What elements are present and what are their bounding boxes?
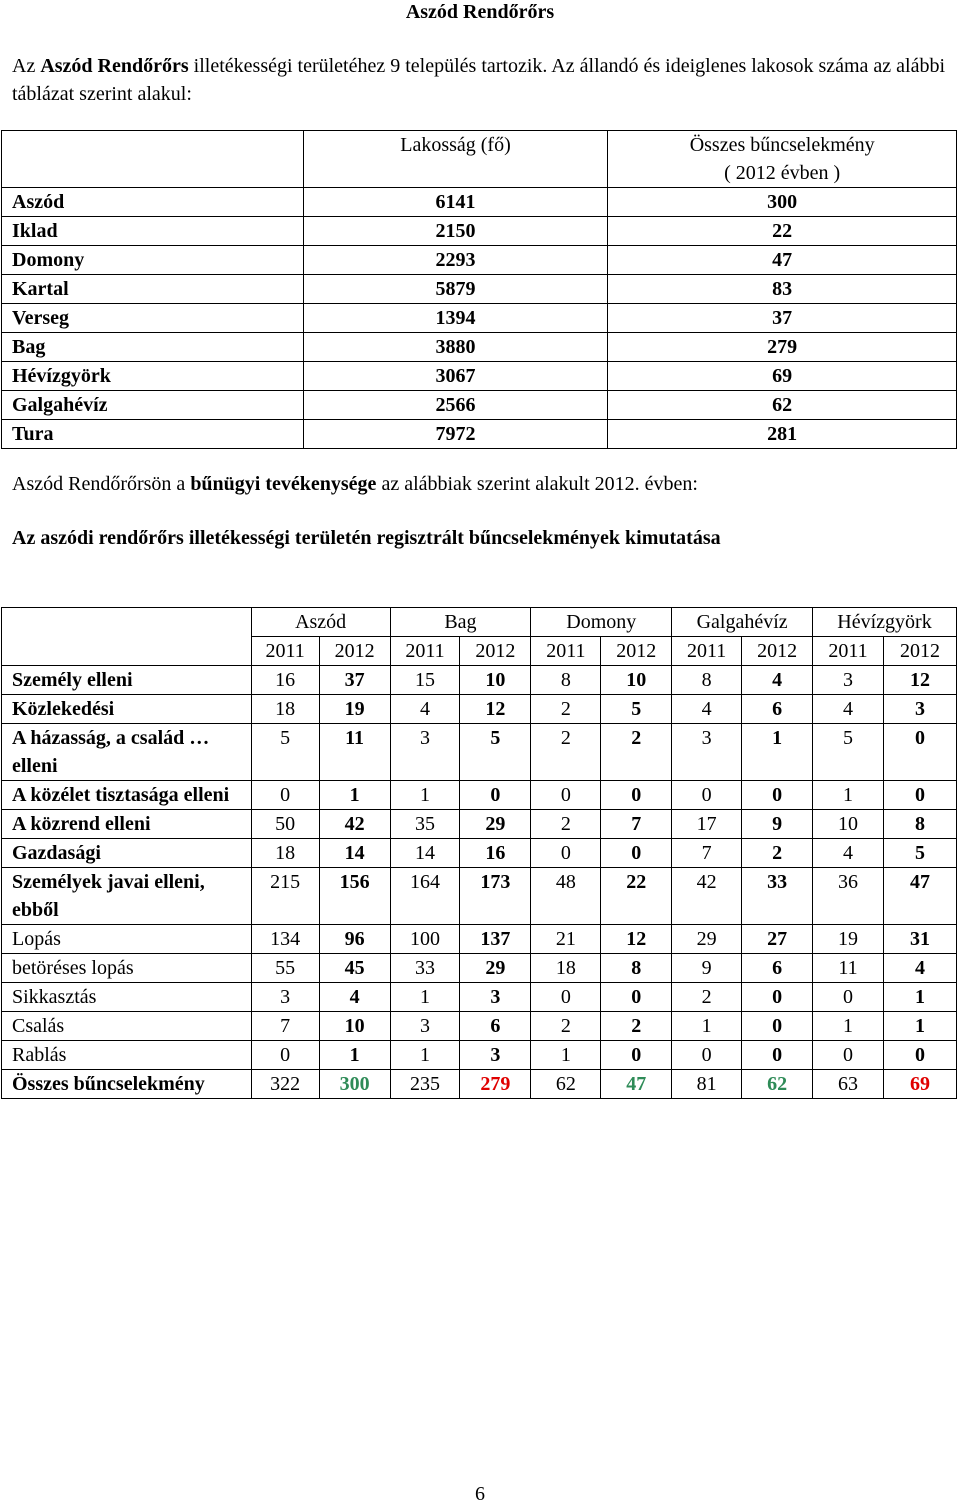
settlement-name: Iklad [2, 217, 304, 246]
town-header-row [2, 608, 957, 637]
value-2011: 18 [531, 954, 601, 983]
crimes-value: 279 [608, 333, 957, 362]
value-2011: 1 [390, 983, 460, 1012]
value-2011: 33 [390, 954, 460, 983]
value-2011: 0 [813, 983, 884, 1012]
settlement-name: Aszód [2, 188, 304, 217]
population-row [2, 246, 957, 275]
value-2011: 0 [672, 1041, 742, 1070]
population-value: 7972 [303, 420, 608, 449]
value-2012: 2 [601, 1012, 672, 1041]
population-row [2, 275, 957, 304]
table-row [2, 695, 957, 724]
value-2011: 17 [672, 810, 742, 839]
value-2012: 0 [601, 839, 672, 868]
value-2012: 3 [460, 983, 531, 1012]
category-label: Rablás [2, 1041, 252, 1070]
value-2011: 2 [672, 983, 742, 1012]
population-row [2, 362, 957, 391]
year-header: 2011 [251, 637, 319, 666]
settlement-name: Verseg [2, 304, 304, 333]
value-2012: 12 [601, 925, 672, 954]
value-2012: 10 [601, 666, 672, 695]
value-2011: 4 [813, 695, 884, 724]
value-2012: 1 [883, 1012, 956, 1041]
value-2011: 35 [390, 810, 460, 839]
crimes-value: 83 [608, 275, 957, 304]
value-2011: 19 [813, 925, 884, 954]
population-row [2, 217, 957, 246]
population-header: Lakosság (fő) [303, 131, 608, 188]
value-2012: 1 [742, 724, 813, 781]
value-2012: 37 [319, 666, 390, 695]
value-2011: 29 [672, 925, 742, 954]
table-row [2, 983, 957, 1012]
value-2012: 5 [883, 839, 956, 868]
value-2011: 42 [672, 868, 742, 925]
settlement-name: Bag [2, 333, 304, 362]
value-2011: 36 [813, 868, 884, 925]
value-2011: 1 [813, 1012, 884, 1041]
settlement-name: Tura [2, 420, 304, 449]
value-2011: 0 [531, 839, 601, 868]
crimes-value: 47 [608, 246, 957, 275]
year-header: 2011 [531, 637, 601, 666]
value-2012: 9 [742, 810, 813, 839]
population-value: 1394 [303, 304, 608, 333]
crime-statistics-table [1, 607, 957, 1099]
population-table [1, 130, 957, 449]
value-2012: 27 [742, 925, 813, 954]
value-2011: 1 [672, 1012, 742, 1041]
value-2011: 2 [531, 1012, 601, 1041]
table-row [2, 925, 957, 954]
value-2011: 0 [251, 781, 319, 810]
year-header: 2012 [883, 637, 956, 666]
value-2011: 1 [390, 1041, 460, 1070]
value-2011: 11 [813, 954, 884, 983]
year-header: 2012 [742, 637, 813, 666]
value-2012: 4 [742, 666, 813, 695]
category-label: Személyek javai elleni, ebből [2, 868, 252, 925]
population-header-row [2, 131, 957, 188]
table-row [2, 868, 957, 925]
value-2012: 0 [742, 983, 813, 1012]
value-2012: 22 [601, 868, 672, 925]
value-2011: 164 [390, 868, 460, 925]
population-row [2, 333, 957, 362]
value-2012: 69 [883, 1070, 956, 1099]
value-2011: 1 [531, 1041, 601, 1070]
value-2012: 1 [319, 781, 390, 810]
category-label: Csalás [2, 1012, 252, 1041]
value-2012: 0 [742, 1012, 813, 1041]
value-2012: 16 [460, 839, 531, 868]
value-2011: 0 [251, 1041, 319, 1070]
activity-paragraph: Aszód Rendőrőrsön a bűnügyi tevékenysége az alábbiak szerint alakult 2012. évben: [12, 473, 698, 495]
value-2012: 12 [883, 666, 956, 695]
value-2011: 100 [390, 925, 460, 954]
year-header: 2012 [460, 637, 531, 666]
value-2012: 279 [460, 1070, 531, 1099]
intro-paragraph: Az Aszód Rendőrőrs illetékességi területéhez 9 település tartozik. Az állandó és ideiglenes lakosok száma az alábbi táblázat szerint alakul: [12, 55, 946, 105]
town-header: Aszód [251, 608, 390, 637]
year-header: 2011 [813, 637, 884, 666]
population-row [2, 391, 957, 420]
crimes-value: 37 [608, 304, 957, 333]
value-2012: 10 [460, 666, 531, 695]
value-2012: 10 [319, 1012, 390, 1041]
value-2012: 7 [601, 810, 672, 839]
table-row [2, 666, 957, 695]
population-value: 3067 [303, 362, 608, 391]
settlement-name: Hévízgyörk [2, 362, 304, 391]
value-2012: 47 [883, 868, 956, 925]
value-2011: 48 [531, 868, 601, 925]
value-2012: 173 [460, 868, 531, 925]
value-2012: 3 [460, 1041, 531, 1070]
population-row [2, 188, 957, 217]
table-row [2, 954, 957, 983]
value-2011: 18 [251, 839, 319, 868]
category-label: Összes bűncselekmény [2, 1070, 252, 1099]
value-2011: 21 [531, 925, 601, 954]
population-value: 2150 [303, 217, 608, 246]
value-2011: 14 [390, 839, 460, 868]
page-title: Aszód Rendőrőrs [405, 1, 555, 23]
population-value: 5879 [303, 275, 608, 304]
value-2011: 81 [672, 1070, 742, 1099]
value-2011: 7 [672, 839, 742, 868]
category-label: Sikkasztás [2, 983, 252, 1012]
settlement-name: Kartal [2, 275, 304, 304]
value-2012: 8 [601, 954, 672, 983]
value-2011: 134 [251, 925, 319, 954]
category-label: Gazdasági [2, 839, 252, 868]
table2-heading: Az aszódi rendőrőrs illetékességi területén regisztrált bűncselekmények kimutatása [12, 527, 721, 549]
value-2011: 50 [251, 810, 319, 839]
category-label: Személy elleni [2, 666, 252, 695]
category-label: A közélet tisztasága elleni [2, 781, 252, 810]
value-2012: 0 [742, 1041, 813, 1070]
value-2012: 5 [601, 695, 672, 724]
value-2011: 0 [531, 983, 601, 1012]
value-2012: 2 [742, 839, 813, 868]
value-2011: 4 [390, 695, 460, 724]
year-header: 2011 [672, 637, 742, 666]
value-2011: 3 [251, 983, 319, 1012]
value-2012: 156 [319, 868, 390, 925]
value-2012: 14 [319, 839, 390, 868]
value-2012: 6 [742, 695, 813, 724]
crimes-value: 22 [608, 217, 957, 246]
table-row [2, 839, 957, 868]
category-label: A házasság, a család … elleni [2, 724, 252, 781]
value-2011: 3 [813, 666, 884, 695]
town-header: Hévízgyörk [813, 608, 957, 637]
value-2012: 0 [742, 781, 813, 810]
table-row [2, 781, 957, 810]
value-2012: 0 [883, 781, 956, 810]
value-2011: 5 [813, 724, 884, 781]
value-2012: 45 [319, 954, 390, 983]
value-2012: 47 [601, 1070, 672, 1099]
category-label: Lopás [2, 925, 252, 954]
table-row [2, 1070, 957, 1099]
value-2012: 0 [883, 1041, 956, 1070]
value-2012: 1 [319, 1041, 390, 1070]
value-2012: 29 [460, 954, 531, 983]
value-2012: 0 [601, 1041, 672, 1070]
value-2011: 55 [251, 954, 319, 983]
category-label: A közrend elleni [2, 810, 252, 839]
settlement-name: Galgahévíz [2, 391, 304, 420]
value-2011: 322 [251, 1070, 319, 1099]
crimes-value: 300 [608, 188, 957, 217]
value-2012: 0 [601, 781, 672, 810]
value-2012: 31 [883, 925, 956, 954]
value-2011: 63 [813, 1070, 884, 1099]
value-2011: 8 [531, 666, 601, 695]
value-2012: 4 [319, 983, 390, 1012]
value-2011: 215 [251, 868, 319, 925]
value-2012: 5 [460, 724, 531, 781]
value-2012: 4 [883, 954, 956, 983]
year-header: 2012 [319, 637, 390, 666]
year-header: 2011 [390, 637, 460, 666]
value-2012: 3 [883, 695, 956, 724]
value-2011: 9 [672, 954, 742, 983]
town-header: Domony [531, 608, 672, 637]
town-header: Galgahévíz [672, 608, 813, 637]
value-2012: 6 [460, 1012, 531, 1041]
value-2012: 96 [319, 925, 390, 954]
value-2012: 0 [460, 781, 531, 810]
table-row [2, 724, 957, 781]
table-row [2, 810, 957, 839]
value-2012: 2 [601, 724, 672, 781]
value-2011: 0 [672, 781, 742, 810]
crimes-value: 62 [608, 391, 957, 420]
value-2012: 8 [883, 810, 956, 839]
value-2012: 0 [883, 724, 956, 781]
value-2011: 8 [672, 666, 742, 695]
value-2011: 4 [672, 695, 742, 724]
value-2011: 0 [813, 1041, 884, 1070]
value-2011: 1 [813, 781, 884, 810]
value-2011: 4 [813, 839, 884, 868]
population-value: 2566 [303, 391, 608, 420]
table-row [2, 1041, 957, 1070]
category-label: betöréses lopás [2, 954, 252, 983]
header-empty-cell [2, 608, 252, 666]
town-header: Bag [390, 608, 531, 637]
header-empty-cell [2, 131, 304, 188]
value-2012: 12 [460, 695, 531, 724]
value-2012: 6 [742, 954, 813, 983]
value-2011: 3 [390, 1012, 460, 1041]
value-2011: 3 [672, 724, 742, 781]
value-2011: 3 [390, 724, 460, 781]
value-2011: 15 [390, 666, 460, 695]
population-row [2, 420, 957, 449]
value-2011: 0 [531, 781, 601, 810]
value-2011: 16 [251, 666, 319, 695]
value-2011: 2 [531, 695, 601, 724]
settlement-name: Domony [2, 246, 304, 275]
value-2012: 62 [742, 1070, 813, 1099]
value-2012: 1 [883, 983, 956, 1012]
value-2012: 11 [319, 724, 390, 781]
value-2012: 137 [460, 925, 531, 954]
value-2011: 1 [390, 781, 460, 810]
crimes-header: Összes bűncselekmény ( 2012 évben ) [608, 131, 957, 188]
value-2012: 33 [742, 868, 813, 925]
population-value: 6141 [303, 188, 608, 217]
value-2011: 5 [251, 724, 319, 781]
value-2011: 62 [531, 1070, 601, 1099]
crimes-value: 281 [608, 420, 957, 449]
category-label: Közlekedési [2, 695, 252, 724]
value-2011: 2 [531, 724, 601, 781]
population-value: 3880 [303, 333, 608, 362]
value-2011: 10 [813, 810, 884, 839]
year-header: 2012 [601, 637, 672, 666]
value-2012: 19 [319, 695, 390, 724]
population-row [2, 304, 957, 333]
value-2012: 0 [601, 983, 672, 1012]
crimes-value: 69 [608, 362, 957, 391]
population-value: 2293 [303, 246, 608, 275]
table-row [2, 1012, 957, 1041]
page-number: 6 [475, 1483, 485, 1505]
value-2011: 2 [531, 810, 601, 839]
value-2012: 42 [319, 810, 390, 839]
value-2012: 300 [319, 1070, 390, 1099]
value-2011: 7 [251, 1012, 319, 1041]
value-2011: 235 [390, 1070, 460, 1099]
value-2012: 29 [460, 810, 531, 839]
value-2011: 18 [251, 695, 319, 724]
